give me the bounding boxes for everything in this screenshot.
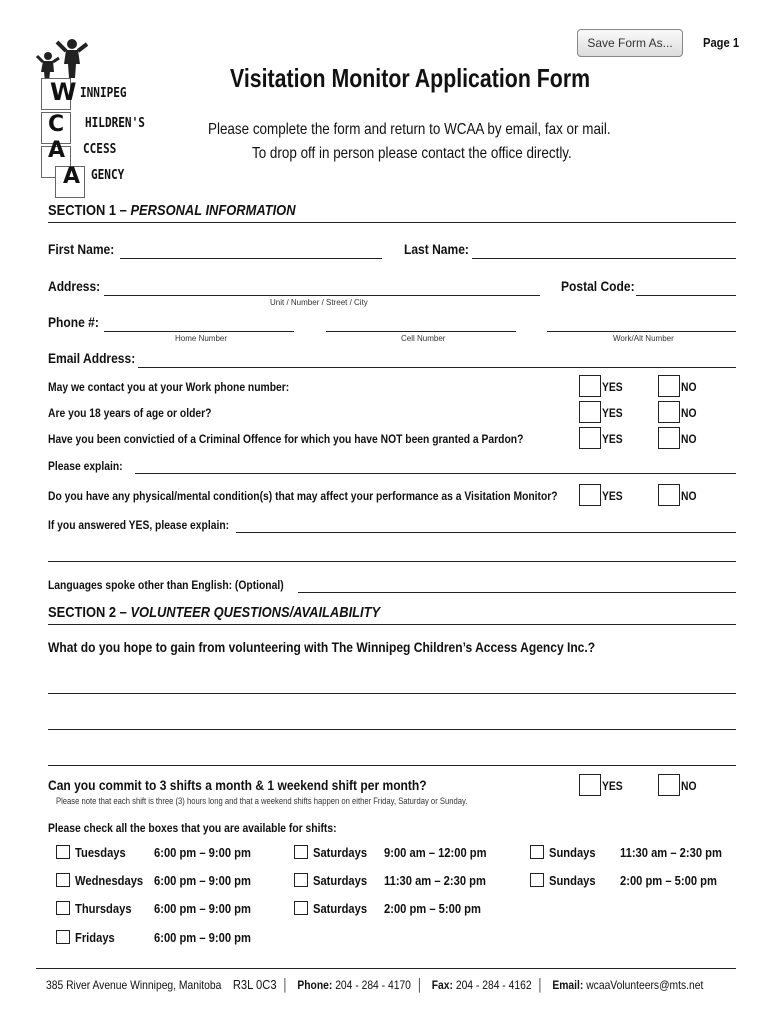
contact-work-no-checkbox[interactable] xyxy=(658,375,680,397)
no-label: NO xyxy=(681,489,697,503)
question-condition: Do you have any physical/mental condition(s) that may affect your performance as a Visitation Monitor? xyxy=(48,489,558,503)
work-phone-field[interactable] xyxy=(547,331,736,332)
availability-day: Thursdays xyxy=(75,901,132,916)
question-age: Are you 18 years of age or older? xyxy=(48,406,212,420)
form-title: Visitation Monitor Application Form xyxy=(230,63,591,93)
cell-phone-field[interactable] xyxy=(326,331,516,332)
availability-checkbox[interactable] xyxy=(530,873,544,887)
availability-time: 6:00 pm – 9:00 pm xyxy=(154,845,251,860)
logo-letter: A xyxy=(48,138,66,163)
no-label: NO xyxy=(681,406,697,420)
page-number: Page 1 xyxy=(703,35,740,50)
commit-no-checkbox[interactable] xyxy=(658,774,680,796)
section-2-heading: SECTION 2 – VOLUNTEER QUESTIONS/AVAILABILITY xyxy=(48,604,381,621)
availability-checkbox[interactable] xyxy=(294,901,308,915)
availability-checkbox[interactable] xyxy=(56,873,70,887)
availability-time: 6:00 pm – 9:00 pm xyxy=(154,901,251,916)
footer-email-label: Email: xyxy=(552,978,584,992)
postal-code-field[interactable] xyxy=(636,295,736,296)
question-commit: Can you commit to 3 shifts a month & 1 weekend shift per month? xyxy=(48,777,427,793)
question-criminal: Have you been convictied of a Criminal Offence for which you have NOT been granted a Pardon? xyxy=(48,432,524,446)
logo-word: CCESS xyxy=(83,142,117,157)
phone-label: Phone #: xyxy=(48,314,99,330)
logo-letter: W xyxy=(50,78,77,106)
availability-checkbox[interactable] xyxy=(294,845,308,859)
no-label: NO xyxy=(681,779,697,793)
address-label: Address: xyxy=(48,278,101,294)
if-yes-label: If you answered YES, please explain: xyxy=(48,518,230,532)
footer-postal: R3L 0C3 xyxy=(232,977,277,992)
condition-explain-field[interactable] xyxy=(236,532,736,533)
logo-letter: A xyxy=(63,164,81,189)
age-yes-checkbox[interactable] xyxy=(579,401,601,423)
footer-fax-label: Fax: xyxy=(431,978,453,992)
condition-explain-field-2[interactable] xyxy=(48,561,736,562)
yes-label: YES xyxy=(602,489,623,503)
work-number-hint: Work/Alt Number xyxy=(613,334,674,343)
availability-time: 11:30 am – 2:30 pm xyxy=(620,845,722,860)
availability-checkbox[interactable] xyxy=(530,845,544,859)
home-phone-field[interactable] xyxy=(104,331,294,332)
instructions-line-2: To drop off in person please contact the office directly. xyxy=(252,145,572,162)
availability-day: Sundays xyxy=(549,873,596,888)
first-name-label: First Name: xyxy=(48,241,115,257)
postal-code-label: Postal Code: xyxy=(561,278,635,294)
availability-day: Wednesdays xyxy=(75,873,144,888)
divider xyxy=(48,624,736,625)
availability-day: Saturdays xyxy=(313,873,368,888)
logo-word: INNIPEG xyxy=(80,86,127,101)
availability-day: Saturdays xyxy=(313,901,368,916)
availability-time: 9:00 am – 12:00 pm xyxy=(384,845,487,860)
availability-day: Tuesdays xyxy=(75,845,126,860)
availability-checkbox[interactable] xyxy=(56,930,70,944)
condition-yes-checkbox[interactable] xyxy=(579,484,601,506)
availability-day: Saturdays xyxy=(313,845,368,860)
footer-address: 385 River Avenue Winnipeg, Manitoba xyxy=(46,978,222,992)
logo-word: HILDREN'S xyxy=(85,116,145,131)
criminal-no-checkbox[interactable] xyxy=(658,427,680,449)
yes-label: YES xyxy=(602,432,623,446)
availability-time: 11:30 am – 2:30 pm xyxy=(384,873,486,888)
first-name-field[interactable] xyxy=(120,258,382,259)
footer-phone-label: Phone: xyxy=(297,978,333,992)
check-all-label: Please check all the boxes that you are available for shifts: xyxy=(48,821,337,835)
yes-label: YES xyxy=(602,779,623,793)
no-label: NO xyxy=(681,380,697,394)
availability-day: Fridays xyxy=(75,930,115,945)
commit-note: Please note that each shift is three (3) hours long and that a weekend shifts happen on either Friday, Saturday or Sunday. xyxy=(56,796,468,806)
availability-day: Sundays xyxy=(549,845,596,860)
address-field[interactable] xyxy=(104,295,540,296)
question-gain: What do you hope to gain from volunteering with The Winnipeg Children’s Access Agency Inc.? xyxy=(48,639,596,655)
criminal-yes-checkbox[interactable] xyxy=(579,427,601,449)
availability-time: 2:00 pm – 5:00 pm xyxy=(384,901,481,916)
yes-label: YES xyxy=(602,406,623,420)
commit-yes-checkbox[interactable] xyxy=(579,774,601,796)
availability-checkbox[interactable] xyxy=(56,901,70,915)
condition-no-checkbox[interactable] xyxy=(658,484,680,506)
footer-email[interactable]: wcaaVolunteers@mts.net xyxy=(586,978,704,992)
email-label: Email Address: xyxy=(48,350,136,366)
home-number-hint: Home Number xyxy=(175,334,228,343)
availability-checkbox[interactable] xyxy=(56,845,70,859)
save-form-as-button[interactable]: Save Form As... xyxy=(577,29,683,57)
please-explain-label: Please explain: xyxy=(48,459,123,473)
availability-time: 6:00 pm – 9:00 pm xyxy=(154,930,251,945)
languages-label: Languages spoke other than English: (Optional) xyxy=(48,578,284,592)
availability-time: 2:00 pm – 5:00 pm xyxy=(620,873,717,888)
gain-field-1[interactable] xyxy=(48,693,736,694)
gain-field-3[interactable] xyxy=(48,765,736,766)
languages-field[interactable] xyxy=(298,592,736,593)
age-no-checkbox[interactable] xyxy=(658,401,680,423)
instructions-line-1: Please complete the form and return to WCAA by email, fax or mail. xyxy=(208,121,611,138)
logo-word: GENCY xyxy=(91,168,125,183)
wcaa-logo xyxy=(35,38,215,198)
no-label: NO xyxy=(681,432,697,446)
footer-divider xyxy=(36,968,736,969)
footer-phone: 204 - 284 - 4170 xyxy=(335,978,411,992)
address-hint: Unit / Number / Street / City xyxy=(270,298,368,307)
contact-work-yes-checkbox[interactable] xyxy=(579,375,601,397)
yes-label: YES xyxy=(602,380,623,394)
email-field[interactable] xyxy=(138,367,736,368)
footer: 385 River Avenue Winnipeg, Manitoba R3L 0C3 │ Phone: 204 - 284 - 4170 │ Fax: 204 - 284 - 4162 │ Email: wcaaVolunteers@mts.net xyxy=(46,977,704,992)
cell-number-hint: Cell Number xyxy=(401,334,446,343)
logo-letter: C xyxy=(48,112,65,137)
divider xyxy=(48,222,736,223)
section-1-heading: SECTION 1 – PERSONAL INFORMATION xyxy=(48,202,296,219)
criminal-explain-field[interactable] xyxy=(135,473,736,474)
last-name-label: Last Name: xyxy=(404,241,469,257)
children-figures-icon xyxy=(35,38,95,83)
gain-field-2[interactable] xyxy=(48,729,736,730)
question-contact-work: May we contact you at your Work phone number: xyxy=(48,380,290,394)
last-name-field[interactable] xyxy=(472,258,736,259)
availability-checkbox[interactable] xyxy=(294,873,308,887)
footer-fax: 204 - 284 - 4162 xyxy=(455,978,532,992)
availability-time: 6:00 pm – 9:00 pm xyxy=(154,873,251,888)
